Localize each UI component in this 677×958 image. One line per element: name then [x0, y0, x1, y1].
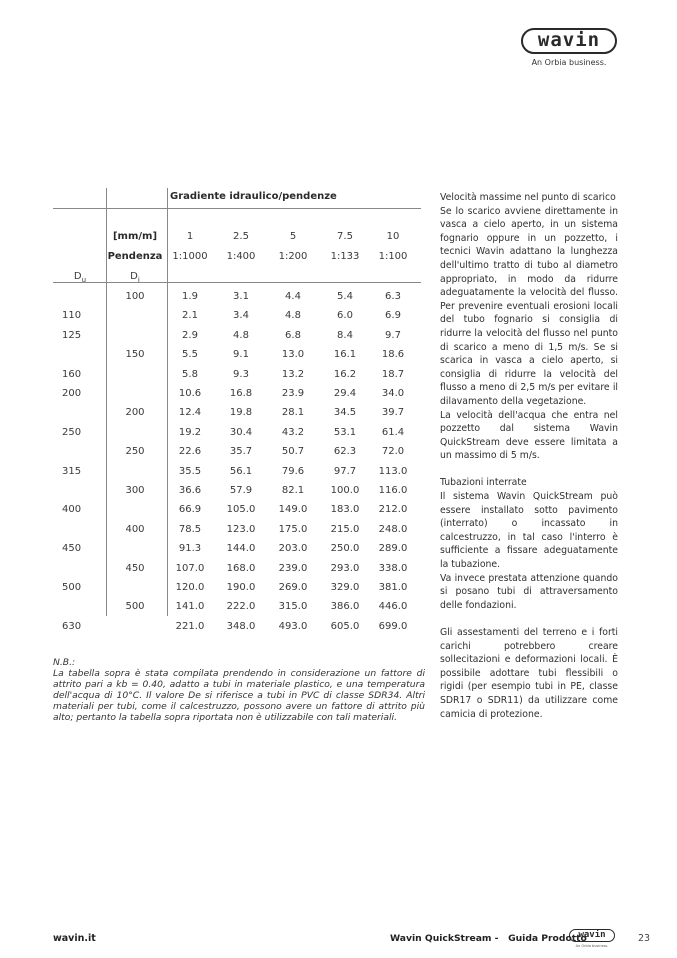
cell-value: 12.4	[178, 407, 202, 418]
buried-paragraph-2: Va invece prestata attenzione quando si posano tubi di attraversamento delle fondazioni.	[440, 572, 618, 611]
column-header-di: $D_i$	[130, 271, 140, 284]
footer-logo-text: wavin	[578, 930, 606, 940]
slope-value: 1:1000	[172, 251, 208, 262]
cell-value: 381.0	[378, 582, 408, 593]
cell-value: 5.8	[182, 369, 198, 380]
cell-value: 107.0	[175, 563, 205, 574]
cell-value: 3.1	[233, 291, 249, 302]
table-divider-columns	[53, 282, 421, 283]
cell-di: 300	[125, 485, 145, 496]
cell-value: 91.3	[178, 543, 202, 554]
cell-value: 35.7	[229, 446, 253, 457]
cell-value: 6.8	[285, 330, 301, 341]
cell-du: 110	[62, 310, 82, 321]
cell-value: 293.0	[330, 563, 360, 574]
cell-value: 329.0	[330, 582, 360, 593]
footer-logo-tagline: An Orbia business.	[575, 944, 609, 948]
cell-value: 6.9	[385, 310, 401, 321]
cell-du: 400	[62, 504, 82, 515]
gradient-value: 10	[386, 231, 400, 242]
cell-value: 97.7	[333, 466, 357, 477]
cell-value: 82.1	[281, 485, 305, 496]
cell-value: 289.0	[378, 543, 408, 554]
cell-value: 50.7	[281, 446, 305, 457]
row-label-gradient: [mm/m]	[112, 231, 158, 242]
slope-value: 1:133	[330, 251, 360, 262]
table-divider-header	[53, 208, 421, 209]
cell-value: 190.0	[226, 582, 256, 593]
cell-value: 23.9	[281, 388, 305, 399]
column-header-du: $D_u$	[73, 271, 87, 284]
cell-du: 160	[62, 369, 82, 380]
velocity-paragraph-1: Se lo scarico avviene direttamente in vasca a cielo aperto, in un sistema fognario oppure in un pozzetto, i tecnici Wavin adattano la lunghezza dell'ultimo tratto di tubo al diametro appropriato, in modo da ridurre adeguatamente la velocità del flusso. Per prevenire eventuali erosioni locali del tubo fognario si consiglia di ridurre la velocità del flusso nel punto di scarico a meno di 1,5 m/s. Se si scarica in vasca a cielo aperto, si consiglia di ridurre la velocità del flusso a meno di 2,5 m/s per evitare il dilavamento della vegetazione.	[440, 205, 618, 407]
cell-value: 43.2	[281, 427, 305, 438]
cell-value: 62.3	[333, 446, 357, 457]
cell-value: 72.0	[381, 446, 405, 457]
cell-value: 183.0	[330, 504, 360, 515]
logo-tagline: An Orbia business.	[531, 58, 607, 67]
cell-du: 450	[62, 543, 82, 554]
cell-di: 400	[125, 524, 145, 535]
cell-value: 18.7	[381, 369, 405, 380]
cell-value: 250.0	[330, 543, 360, 554]
cell-value: 16.2	[333, 369, 357, 380]
cell-value: 113.0	[378, 466, 408, 477]
gradient-value: 7.5	[337, 231, 353, 242]
cell-du: 630	[62, 621, 82, 632]
section-title-buried-pipes: Tubazioni interrate	[440, 477, 527, 489]
right-column-text	[440, 191, 618, 721]
table-note	[53, 657, 425, 723]
cell-value: 10.6	[178, 388, 202, 399]
cell-value: 105.0	[226, 504, 256, 515]
cell-value: 699.0	[378, 621, 408, 632]
cell-value: 4.8	[233, 330, 249, 341]
cell-di: 450	[125, 563, 145, 574]
gradient-value: 2.5	[233, 231, 249, 242]
cell-value: 338.0	[378, 563, 408, 574]
cell-value: 19.8	[229, 407, 253, 418]
cell-di: 150	[125, 349, 145, 360]
cell-value: 248.0	[378, 524, 408, 535]
cell-di: 200	[125, 407, 145, 418]
cell-value: 141.0	[175, 601, 205, 612]
cell-value: 78.5	[178, 524, 202, 535]
cell-value: 16.1	[333, 349, 357, 360]
cell-value: 66.9	[178, 504, 202, 515]
cell-value: 120.0	[175, 582, 205, 593]
velocity-paragraph-2: La velocità dell'acqua che entra nel pozzetto dal sistema Wavin QuickStream deve essere limitata a un massimo di 5 m/s.	[440, 409, 618, 462]
cell-du: 315	[62, 466, 82, 477]
cell-value: 5.5	[182, 349, 198, 360]
wavin-logo	[521, 28, 617, 54]
footer-wavin-logo	[569, 929, 615, 942]
cell-value: 13.0	[281, 349, 305, 360]
cell-value: 269.0	[278, 582, 308, 593]
logo-text: wavin	[537, 28, 601, 51]
table-group-header: Gradiente idraulico/pendenze	[170, 191, 337, 202]
cell-value: 149.0	[278, 504, 308, 515]
cell-value: 8.4	[337, 330, 353, 341]
cell-value: 35.5	[178, 466, 202, 477]
cell-value: 239.0	[278, 563, 308, 574]
cell-value: 4.8	[285, 310, 301, 321]
footer-document-title: Wavin QuickStream - Guida Prodotto	[390, 933, 587, 944]
cell-value: 56.1	[229, 466, 253, 477]
page-number: 23	[638, 933, 651, 944]
cell-value: 222.0	[226, 601, 256, 612]
cell-value: 2.9	[182, 330, 198, 341]
buried-paragraph-1: Il sistema Wavin QuickStream può essere installato sotto pavimento (interrato) o incassato in calcestruzzo, in tal caso l'interro è sufficiente a fissare adeguatamente la tubazione.	[440, 491, 618, 571]
cell-du: 125	[62, 330, 82, 341]
cell-value: 9.7	[385, 330, 401, 341]
cell-value: 123.0	[226, 524, 256, 535]
cell-di: 250	[125, 446, 145, 457]
cell-value: 9.1	[233, 349, 249, 360]
note-text: La tabella sopra è stata compilata prendendo in considerazione un fattore di attrito pari a kb = 0.40, adatto a tubi in materiale plastico, e una temperatura dell'acqua di 10°C. Il valore De si riferisce a tubi in PVC di classe SDR34. Altri materiali per tubi, come il calcestruzzo, possono avere un fattore di attrito più alto; pertanto la tabella sopra riportata non è utilizzabile con tali materiali.	[53, 668, 425, 723]
cell-value: 144.0	[226, 543, 256, 554]
cell-value: 348.0	[226, 621, 256, 632]
slope-value: 1:200	[278, 251, 308, 262]
note-title: N.B.:	[53, 657, 76, 668]
settlement-paragraph: Gli assestamenti del terreno e i forti carichi potrebbero creare sollecitazioni e deformazioni locali. È possibile adottare tubi flessibili o rigidi (per esempio tubi in PE, classe SDR17 o SDR11) da utilizzare come camicia di protezione.	[440, 627, 618, 720]
cell-value: 221.0	[175, 621, 205, 632]
cell-value: 22.6	[178, 446, 202, 457]
table-divider-vertical-2	[167, 188, 168, 616]
cell-value: 212.0	[378, 504, 408, 515]
cell-value: 30.4	[229, 427, 253, 438]
cell-value: 5.4	[337, 291, 353, 302]
cell-value: 315.0	[278, 601, 308, 612]
cell-value: 29.4	[333, 388, 357, 399]
cell-value: 6.3	[385, 291, 401, 302]
cell-value: 34.0	[381, 388, 405, 399]
cell-value: 79.6	[281, 466, 305, 477]
cell-value: 28.1	[281, 407, 305, 418]
cell-value: 168.0	[226, 563, 256, 574]
footer-website[interactable]: wavin.it	[53, 933, 96, 944]
cell-value: 34.5	[333, 407, 357, 418]
cell-value: 9.3	[233, 369, 249, 380]
gradient-value: 5	[289, 231, 297, 242]
cell-du: 250	[62, 427, 82, 438]
cell-value: 116.0	[378, 485, 408, 496]
cell-value: 19.2	[178, 427, 202, 438]
cell-value: 61.4	[381, 427, 405, 438]
cell-value: 386.0	[330, 601, 360, 612]
cell-value: 203.0	[278, 543, 308, 554]
cell-value: 4.4	[285, 291, 301, 302]
cell-di: 100	[125, 291, 145, 302]
cell-value: 57.9	[229, 485, 253, 496]
cell-value: 605.0	[330, 621, 360, 632]
cell-value: 175.0	[278, 524, 308, 535]
gradient-value: 1	[186, 231, 194, 242]
cell-value: 446.0	[378, 601, 408, 612]
cell-value: 39.7	[381, 407, 405, 418]
cell-value: 36.6	[178, 485, 202, 496]
cell-di: 500	[125, 601, 145, 612]
cell-value: 18.6	[381, 349, 405, 360]
cell-value: 215.0	[330, 524, 360, 535]
cell-value: 13.2	[281, 369, 305, 380]
cell-value: 3.4	[233, 310, 249, 321]
row-label-slope: Pendenza	[107, 251, 163, 262]
cell-value: 6.0	[337, 310, 353, 321]
cell-value: 100.0	[330, 485, 360, 496]
cell-du: 200	[62, 388, 82, 399]
cell-du: 500	[62, 582, 82, 593]
slope-value: 1:400	[226, 251, 256, 262]
slope-value: 1:100	[378, 251, 408, 262]
section-title-velocity: Velocità massime nel punto di scarico	[440, 192, 616, 203]
cell-value: 16.8	[229, 388, 253, 399]
cell-value: 1.9	[182, 291, 198, 302]
cell-value: 493.0	[278, 621, 308, 632]
cell-value: 2.1	[182, 310, 198, 321]
cell-value: 53.1	[333, 427, 357, 438]
